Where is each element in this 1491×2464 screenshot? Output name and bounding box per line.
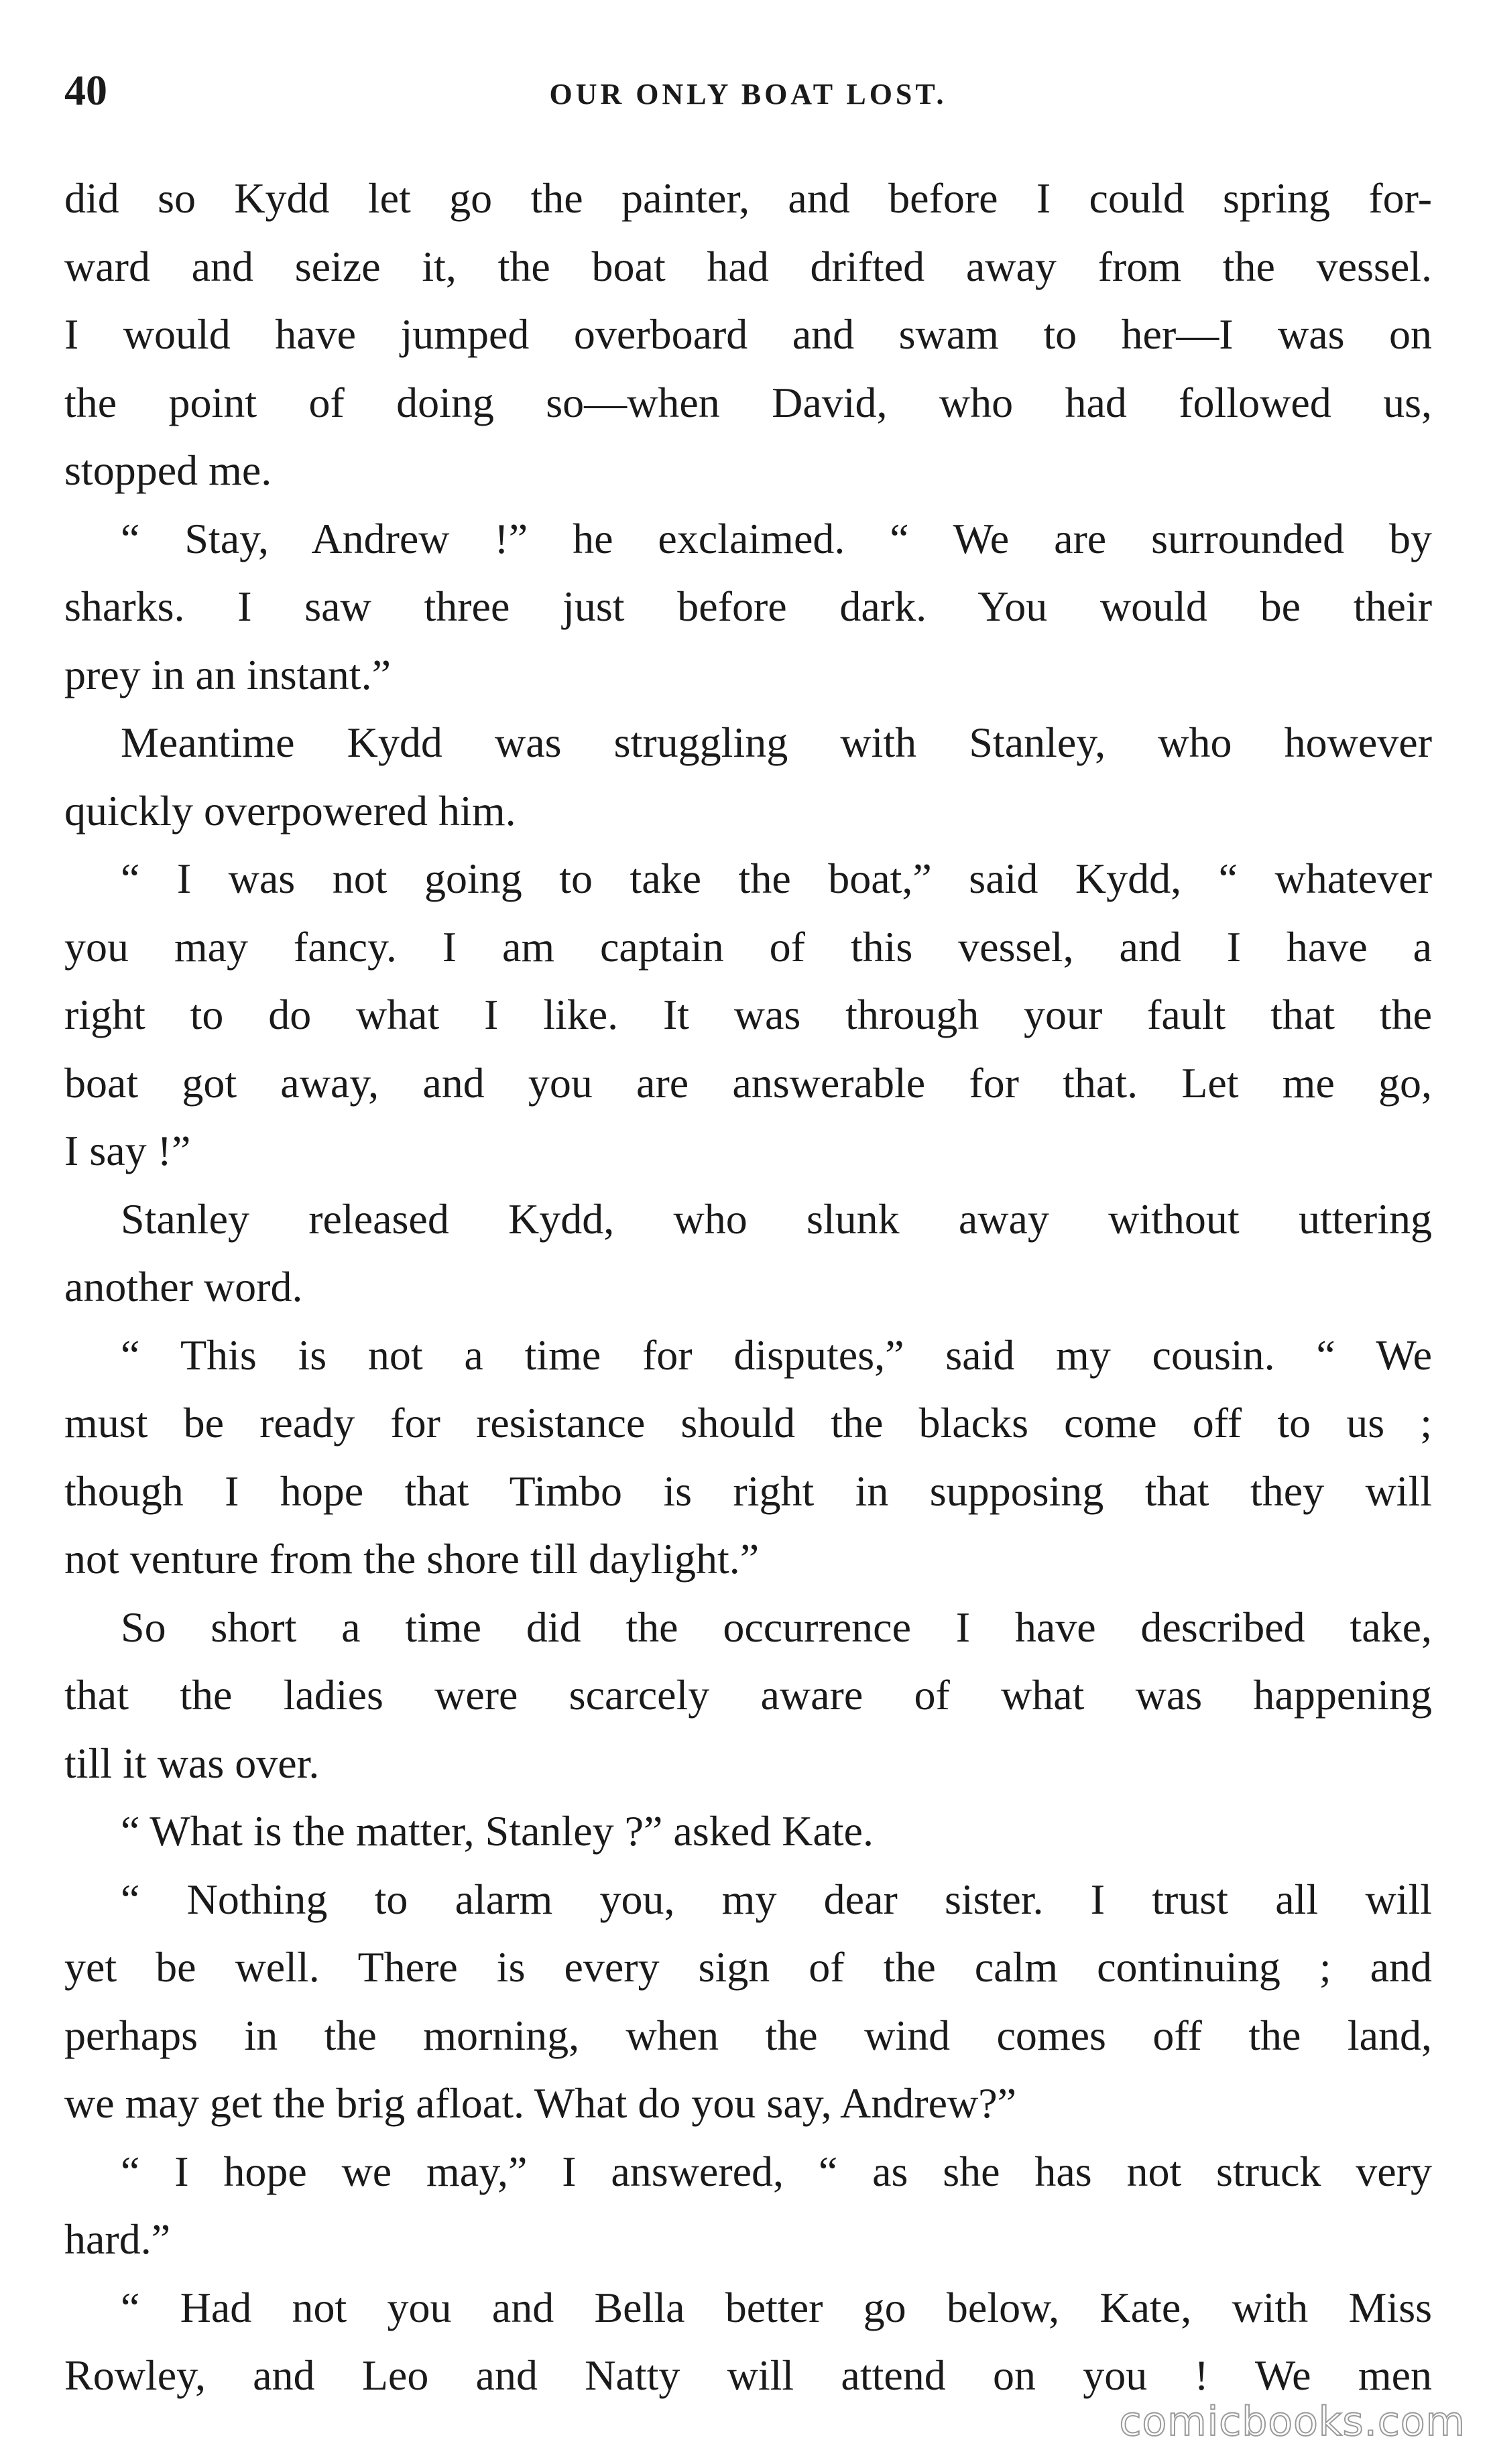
text-line: did so Kydd let go the painter, and before I could spring for- xyxy=(64,174,1432,222)
page-number: 40 xyxy=(64,66,107,114)
text-line: I would have jumped overboard and swam to her—I was on xyxy=(64,310,1432,358)
text-line: “ What is the matter, Stanley ?” asked Kate. xyxy=(121,1807,874,1855)
text-line: yet be well. There is every sign of the calm continuing ; and xyxy=(64,1943,1432,1991)
text-line: must be ready for resistance should the blacks come off to us ; xyxy=(64,1399,1432,1446)
running-head: OUR ONLY BOAT LOST. xyxy=(549,78,947,111)
text-line: till it was over. xyxy=(64,1739,320,1787)
text-line: hard.” xyxy=(64,2215,171,2263)
text-line: the point of doing so—when David, who had followed us, xyxy=(64,378,1432,426)
text-line: “ Stay, Andrew !” he exclaimed. “ We are surrounded by xyxy=(121,514,1432,562)
text-line: “ Nothing to alarm you, my dear sister. I trust all will xyxy=(121,1875,1432,1923)
text-line: “ I was not going to take the boat,” said Kydd, “ whatever xyxy=(121,855,1432,902)
text-line: quickly overpowered him. xyxy=(64,786,516,835)
text-line: another word. xyxy=(64,1263,303,1310)
text-line: ward and seize it, the boat had drifted away from the vessel. xyxy=(64,242,1432,290)
text-line: we may get the brig afloat. What do you say, Andrew?” xyxy=(64,2079,1016,2127)
text-line: though I hope that Timbo is right in supposing that they will xyxy=(64,1467,1432,1515)
text-line: right to do what I like. It was through your fault that the xyxy=(64,991,1432,1038)
text-line: stopped me. xyxy=(64,446,272,494)
text-line: “ I hope we may,” I answered, “ as she has not struck very xyxy=(121,2147,1432,2195)
text-line: that the ladies were scarcely aware of what was happening xyxy=(64,1671,1432,1719)
text-line: So short a time did the occurrence I have described take, xyxy=(121,1603,1432,1651)
text-line: prey in an instant.” xyxy=(64,650,391,698)
text-line: perhaps in the morning, when the wind comes off the land, xyxy=(64,2011,1432,2059)
text-line: “ This is not a time for disputes,” said my cousin. “ We xyxy=(121,1331,1432,1379)
page-header xyxy=(64,64,1432,117)
text-line: boat got away, and you are answerable for that. Let me go, xyxy=(64,1058,1432,1107)
watermark: comicbooks.com xyxy=(1119,2398,1466,2445)
text-line: I say !” xyxy=(64,1127,191,1174)
text-line: Rowley, and Leo and Natty will attend on you ! We men xyxy=(64,2351,1432,2399)
text-line: Stanley released Kydd, who slunk away without uttering xyxy=(121,1194,1432,1243)
body-text xyxy=(64,164,1432,2410)
text-line: you may fancy. I am captain of this vessel, and I have a xyxy=(64,922,1432,971)
text-line: Meantime Kydd was struggling with Stanley, who however xyxy=(121,719,1432,766)
text-line: sharks. I saw three just before dark. You would be their xyxy=(64,582,1432,630)
text-line: “ Had not you and Bella better go below, Kate, with Miss xyxy=(121,2283,1432,2331)
text-line: not venture from the shore till daylight.” xyxy=(64,1535,760,1583)
